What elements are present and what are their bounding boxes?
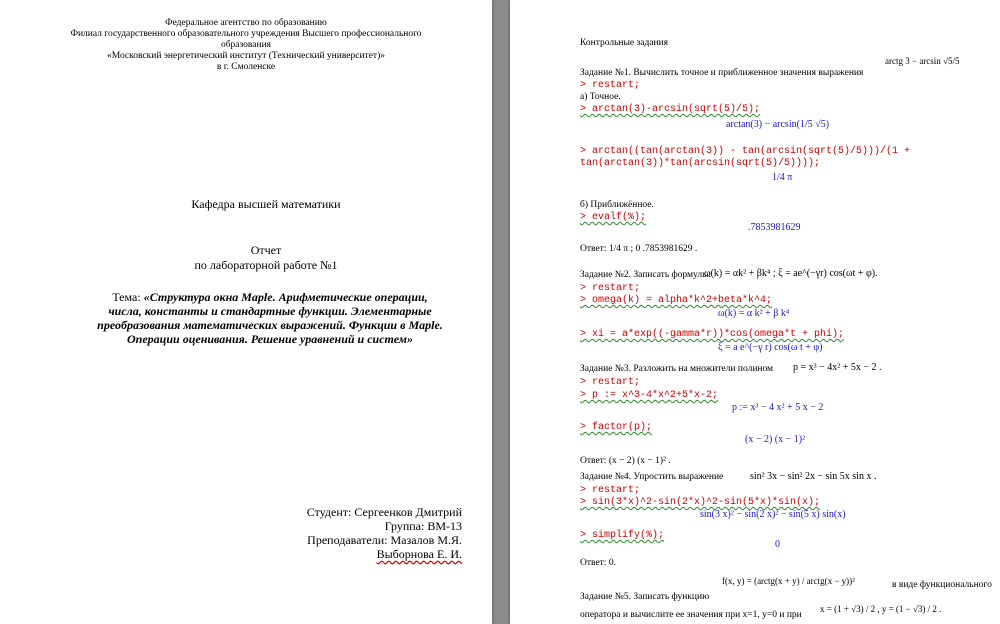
task1-cmd2-cont[interactable]: tan(arctan(3))*tan(arcsin(sqrt(5)/5))));: [580, 158, 821, 169]
topic-line: Операции оценивания. Решение уравнений и систем»: [127, 332, 413, 346]
task1-out2: 1/4 π: [772, 172, 793, 183]
task5-text-line2: оператора и вычислите ее значения при x=1, y=0 и при: [580, 610, 802, 620]
topic-block: [30, 290, 492, 346]
header-line-city: в г. Смоленске: [216, 62, 276, 72]
task1-out3: .7853981629: [748, 222, 801, 233]
task1-cmd2[interactable]: > arctan((tan(arctan(3)) - tan(arcsin(sqrt(5)/5)))/(1 +: [580, 146, 911, 157]
report-title: Отчет: [250, 243, 282, 257]
topic-line: «Структура окна Maple. Арифметические операции,: [143, 290, 428, 304]
header-block: [0, 18, 492, 73]
task4-cmd2[interactable]: > simplify(%);: [580, 530, 665, 541]
task3-out2: (x − 2) (x − 1)²: [745, 434, 806, 445]
task4-formula: sin² 3x − sin² 2x − sin 5x sin x .: [750, 471, 877, 482]
task2-restart: > restart;: [580, 283, 641, 294]
task1-restart: > restart;: [580, 80, 641, 91]
header-line-education: образования: [220, 40, 272, 50]
task2-cmd2[interactable]: > xi = a*exp((-gamma*r))*cos(omega*t + phi);: [580, 329, 845, 340]
tasks-heading: Контрольные задания: [580, 38, 669, 48]
header-line-branch: Филиал государственного образовательного учреждения Высшего профессионального: [70, 29, 422, 39]
task4-out1: sin(3 x)² − sin(2 x)² − sin(5 x) sin(x): [700, 509, 846, 520]
department-title: Кафедра высшей математики: [191, 197, 341, 211]
topic-line: преобразования математических выражений. Функции в Maple.: [97, 318, 443, 332]
group-line: Группа: ВМ-13: [384, 519, 462, 533]
teachers-line: Преподаватели: Мазалов М.Я.: [307, 533, 462, 547]
task3-formula: p = x³ − 4x² + 5x − 2 .: [793, 362, 882, 373]
task4-cmd1[interactable]: > sin(3*x)^2-sin(2*x)^2-sin(5*x)*sin(x);: [580, 497, 821, 508]
task5-text: Задание №5. Записать функцию: [580, 592, 710, 602]
task1-cmd3[interactable]: > evalf(%);: [580, 212, 647, 223]
task5-formula2: x = (1 + √3) / 2 , y = (1 − √3) / 2 .: [820, 604, 942, 614]
task4-text: Задание №4. Упростить выражение: [580, 472, 724, 482]
teachers-line-2: Выборнова Е. И.: [376, 547, 462, 561]
task1-text: Задание №1. Вычислить точное и приближенное значения выражения: [580, 68, 864, 78]
task3-cmd2[interactable]: > factor(p);: [580, 422, 653, 433]
document-page-title: [0, 0, 492, 624]
task2-out2: ξ = a e^(−γ r) cos(ω t + φ): [718, 342, 823, 353]
student-line: Студент: Сергеенков Дмитрий: [306, 505, 462, 519]
task1-formula: arctg 3 − arcsin √5/5: [885, 56, 960, 66]
task1-exact-label: а) Точное.: [580, 92, 621, 102]
task2-text: Задание №2. Записать формулы:: [580, 270, 712, 280]
task3-out1: p := x³ − 4 x² + 5 x − 2: [732, 402, 824, 413]
task3-text: Задание №3. Разложить на множители полином: [580, 364, 774, 374]
task2-formula: ω(k) = αk² + βk⁴ ; ξ = ae^(−γr) cos(ωt + φ).: [704, 268, 878, 279]
topic-line: числа, константы и стандартные функции. Элементарные: [108, 304, 432, 318]
task3-cmd1[interactable]: > p := x^3-4*x^2+5*x-2;: [580, 390, 719, 401]
task1-approx-label: б) Приближённое.: [580, 200, 654, 210]
task2-cmd1[interactable]: > omega(k) = alpha*k^2+beta*k^4;: [580, 295, 773, 306]
task4-answer: Ответ: 0.: [580, 558, 616, 568]
task4-out2: 0: [775, 539, 780, 550]
signature-block: [307, 505, 462, 561]
task3-restart: > restart;: [580, 377, 641, 388]
topic-label: Тема:: [112, 290, 144, 304]
task5-formula: f(x, y) = (arctg(x + y) / arctg(x − y))²: [722, 576, 855, 586]
task1-answer: Ответ: 1/4 π ; 0 .7853981629 .: [580, 244, 698, 254]
report-subtitle: по лабораторной работе №1: [194, 258, 338, 272]
header-line-institute: «Московский энергетический институт (Технический университет)»: [106, 51, 385, 61]
task4-restart: > restart;: [580, 485, 641, 496]
header-line-agency: Федеральное агентство по образованию: [165, 18, 327, 28]
task3-answer: Ответ: (x − 2) (x − 1)² .: [580, 456, 671, 466]
task2-out1: ω(k) = α k² + β k⁴: [718, 308, 790, 319]
task5-text-cont: в виде функционального: [892, 580, 992, 590]
document-page-tasks: [510, 0, 1000, 624]
task1-cmd1[interactable]: > arctan(3)-arcsin(sqrt(5)/5);: [580, 104, 761, 115]
task1-out1: arctan(3) − arcsin(1/5 √5): [726, 119, 830, 130]
